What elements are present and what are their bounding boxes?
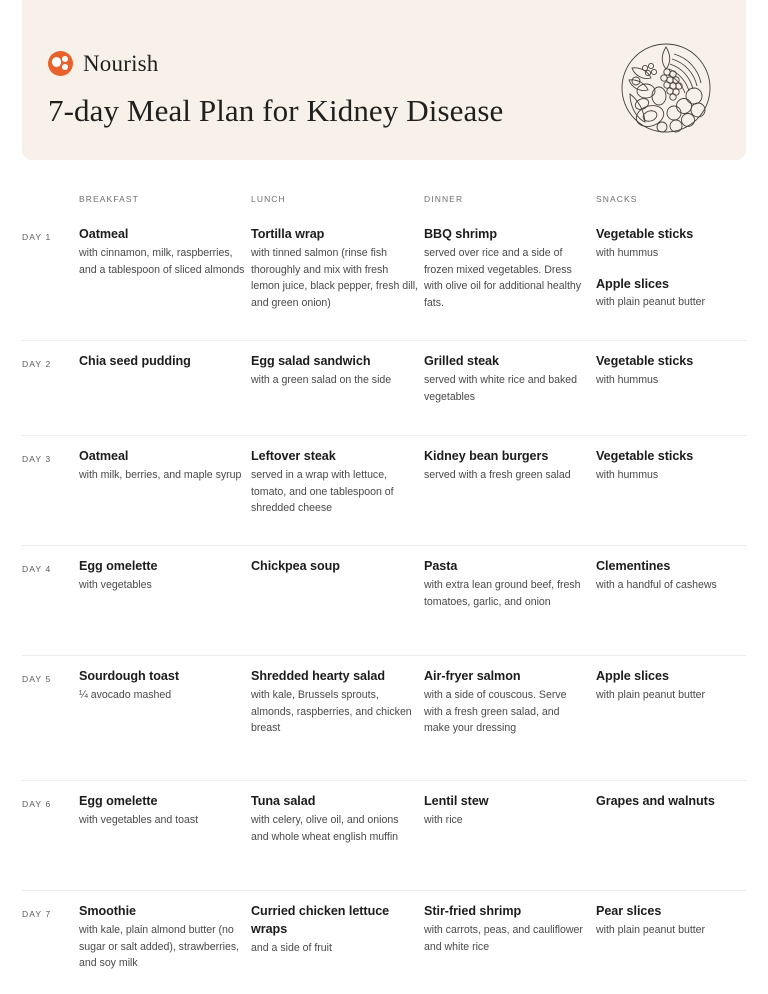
day-label: DAY 6 — [22, 799, 52, 809]
meal-title: Egg omelette — [79, 794, 158, 808]
meal-description: with hummus — [596, 468, 659, 481]
meal-title: Vegetable sticks — [596, 449, 694, 463]
cell-breakfast — [79, 226, 247, 278]
meal-description: with plain peanut butter — [596, 923, 706, 936]
cell-lunch — [251, 353, 419, 389]
meal-description: with rice — [424, 813, 463, 826]
logo-dot-top — [62, 56, 69, 63]
meal-entry — [424, 353, 584, 405]
meal-description: with hummus — [596, 373, 659, 386]
brand — [48, 51, 159, 76]
meal-description: with kale, Brussels sprouts, almonds, raspberries, and chicken breast — [251, 688, 412, 735]
meal-plan-table — [22, 186, 746, 990]
meal-description: with cinnamon, milk, raspberries, and a tablespoon of sliced almonds — [79, 246, 245, 276]
meal-entry — [424, 793, 584, 829]
meal-description: with a green salad on the side — [251, 373, 392, 386]
meal-entry — [251, 793, 419, 845]
table-row — [22, 780, 746, 890]
day-label: DAY 5 — [22, 674, 52, 684]
meal-entry — [424, 903, 584, 955]
brand-name: Nourish — [83, 51, 159, 76]
meal-title: Stir-fried shrimp — [424, 904, 522, 918]
meal-title: Smoothie — [79, 904, 136, 918]
meal-description: with plain peanut butter — [596, 688, 706, 701]
cell-snacks — [596, 793, 746, 811]
cell-breakfast — [79, 448, 247, 484]
day-label: DAY 1 — [22, 232, 52, 242]
page-title: 7-day Meal Plan for Kidney Disease — [48, 93, 504, 128]
meal-description: with extra lean ground beef, fresh tomatoes, garlic, and onion — [424, 578, 581, 608]
column-header-dinner: DINNER — [424, 194, 464, 204]
cell-dinner — [424, 226, 584, 312]
cell-breakfast — [79, 793, 247, 829]
meal-title: Kidney bean burgers — [424, 449, 549, 463]
column-header-snacks: SNACKS — [596, 194, 638, 204]
cell-breakfast — [79, 668, 247, 704]
meal-entry — [79, 668, 247, 704]
meal-entry — [79, 793, 247, 829]
nourish-cluster-icon — [48, 51, 73, 76]
meal-title: Sourdough toast — [79, 669, 179, 683]
cell-lunch — [251, 448, 419, 517]
table-row — [22, 340, 746, 435]
meal-entry — [596, 448, 746, 484]
meal-title: Chickpea soup — [251, 559, 340, 573]
logo-dot-bottom — [62, 64, 69, 71]
meal-title: Egg salad sandwich — [251, 354, 371, 368]
meal-title: Grilled steak — [424, 354, 499, 368]
meal-description: with a side of couscous. Serve with a fresh green salad, and make your dressing — [424, 688, 567, 735]
cell-snacks — [596, 226, 746, 311]
cell-dinner — [424, 903, 584, 955]
meal-description: with kale, plain almond butter (no sugar or salt added), strawberries, and soy milk — [79, 923, 240, 970]
meal-description: with vegetables — [79, 578, 152, 591]
day-label: DAY 2 — [22, 359, 52, 369]
cell-dinner — [424, 793, 584, 829]
meal-description: served over rice and a side of frozen mixed vegetables. Dress with olive oil for additional healthy fats. — [424, 246, 582, 310]
meal-title: Curried chicken lettuce wraps — [251, 904, 390, 936]
meal-description: with milk, berries, and maple syrup — [79, 468, 242, 481]
cell-snacks — [596, 353, 746, 389]
meal-entry — [79, 226, 247, 278]
cell-lunch — [251, 558, 419, 576]
meal-entry — [596, 668, 746, 704]
meal-entry — [596, 353, 746, 389]
meal-title: Pear slices — [596, 904, 662, 918]
cell-lunch — [251, 668, 419, 737]
meal-title: Egg omelette — [79, 559, 158, 573]
meal-title: Vegetable sticks — [596, 227, 694, 241]
meal-entry — [251, 226, 419, 312]
cell-breakfast — [79, 558, 247, 594]
meal-title: Chia seed pudding — [79, 354, 191, 368]
meal-description: with vegetables and toast — [79, 813, 199, 826]
table-row — [22, 545, 746, 655]
meal-description: with tinned salmon (rinse fish thoroughly and mix with fresh lemon juice, black pepper, fresh dill, and green onion) — [251, 246, 419, 310]
meal-title: Apple slices — [596, 276, 669, 291]
meal-entry — [596, 226, 746, 262]
meal-title: Grapes and walnuts — [596, 794, 715, 808]
cell-snacks — [596, 903, 746, 939]
meal-description: served in a wrap with lettuce, tomato, and one tablespoon of shredded cheese — [251, 468, 394, 515]
meal-description: served with a fresh green salad — [424, 468, 571, 481]
fruit-bowl-illustration — [612, 34, 720, 142]
meal-entry — [251, 903, 419, 956]
meal-entry — [424, 668, 584, 737]
meal-description: with hummus — [596, 246, 659, 259]
meal-title: Air-fryer salmon — [424, 669, 521, 683]
cell-dinner — [424, 353, 584, 405]
meal-entry — [79, 448, 247, 484]
meal-title: Shredded hearty salad — [251, 669, 386, 683]
meal-entry — [79, 353, 247, 371]
meal-entry — [424, 448, 584, 484]
document-header — [22, 0, 746, 160]
logo-dot-large — [52, 57, 62, 67]
meal-entry — [251, 558, 419, 576]
meal-description: with plain peanut butter — [596, 296, 706, 309]
meal-entry — [424, 558, 584, 610]
cell-snacks — [596, 558, 746, 594]
table-row — [22, 890, 746, 990]
meal-title: Leftover steak — [251, 449, 336, 463]
cell-breakfast — [79, 353, 247, 371]
meal-title: Lentil stew — [424, 794, 489, 808]
meal-description: with carrots, peas, and cauliflower and white rice — [424, 923, 583, 953]
cell-breakfast — [79, 903, 247, 972]
day-label: DAY 4 — [22, 564, 52, 574]
meal-entry — [596, 558, 746, 594]
cell-lunch — [251, 903, 419, 956]
meal-entry — [251, 668, 419, 737]
meal-description: with celery, olive oil, and onions and whole wheat english muffin — [251, 813, 399, 843]
meal-entry — [251, 353, 419, 389]
meal-title: Pasta — [424, 559, 458, 573]
cell-dinner — [424, 448, 584, 484]
table-row — [22, 655, 746, 780]
meal-entry — [251, 448, 419, 517]
cell-snacks — [596, 668, 746, 704]
meal-entry — [79, 558, 247, 594]
day-label: DAY 7 — [22, 909, 52, 919]
cell-dinner — [424, 668, 584, 737]
table-row — [22, 214, 746, 340]
meal-entry — [79, 903, 247, 972]
column-header-breakfast: BREAKFAST — [79, 194, 139, 204]
column-header-lunch: LUNCH — [251, 194, 286, 204]
meal-title: Clementines — [596, 559, 671, 573]
meal-title: Oatmeal — [79, 227, 129, 241]
day-label: DAY 3 — [22, 454, 52, 464]
meal-description: with a handful of cashews — [596, 578, 717, 591]
meal-title: BBQ shrimp — [424, 227, 497, 241]
cell-dinner — [424, 558, 584, 610]
meal-description: ¼ avocado mashed — [79, 688, 172, 701]
meal-title: Vegetable sticks — [596, 354, 694, 368]
cell-lunch — [251, 793, 419, 845]
meal-entry — [596, 903, 746, 939]
meal-description: and a side of fruit — [251, 941, 332, 954]
meal-entry — [424, 226, 584, 312]
meal-title: Tuna salad — [251, 794, 316, 808]
table-column-headers — [22, 186, 746, 214]
meal-title: Apple slices — [596, 669, 669, 683]
meal-title: Tortilla wrap — [251, 227, 325, 241]
cell-lunch — [251, 226, 419, 312]
table-row — [22, 435, 746, 545]
cell-snacks — [596, 448, 746, 484]
meal-entry — [596, 793, 746, 811]
meal-entry — [596, 276, 746, 312]
meal-description: served with white rice and baked vegetables — [424, 373, 578, 403]
meal-title: Oatmeal — [79, 449, 129, 463]
